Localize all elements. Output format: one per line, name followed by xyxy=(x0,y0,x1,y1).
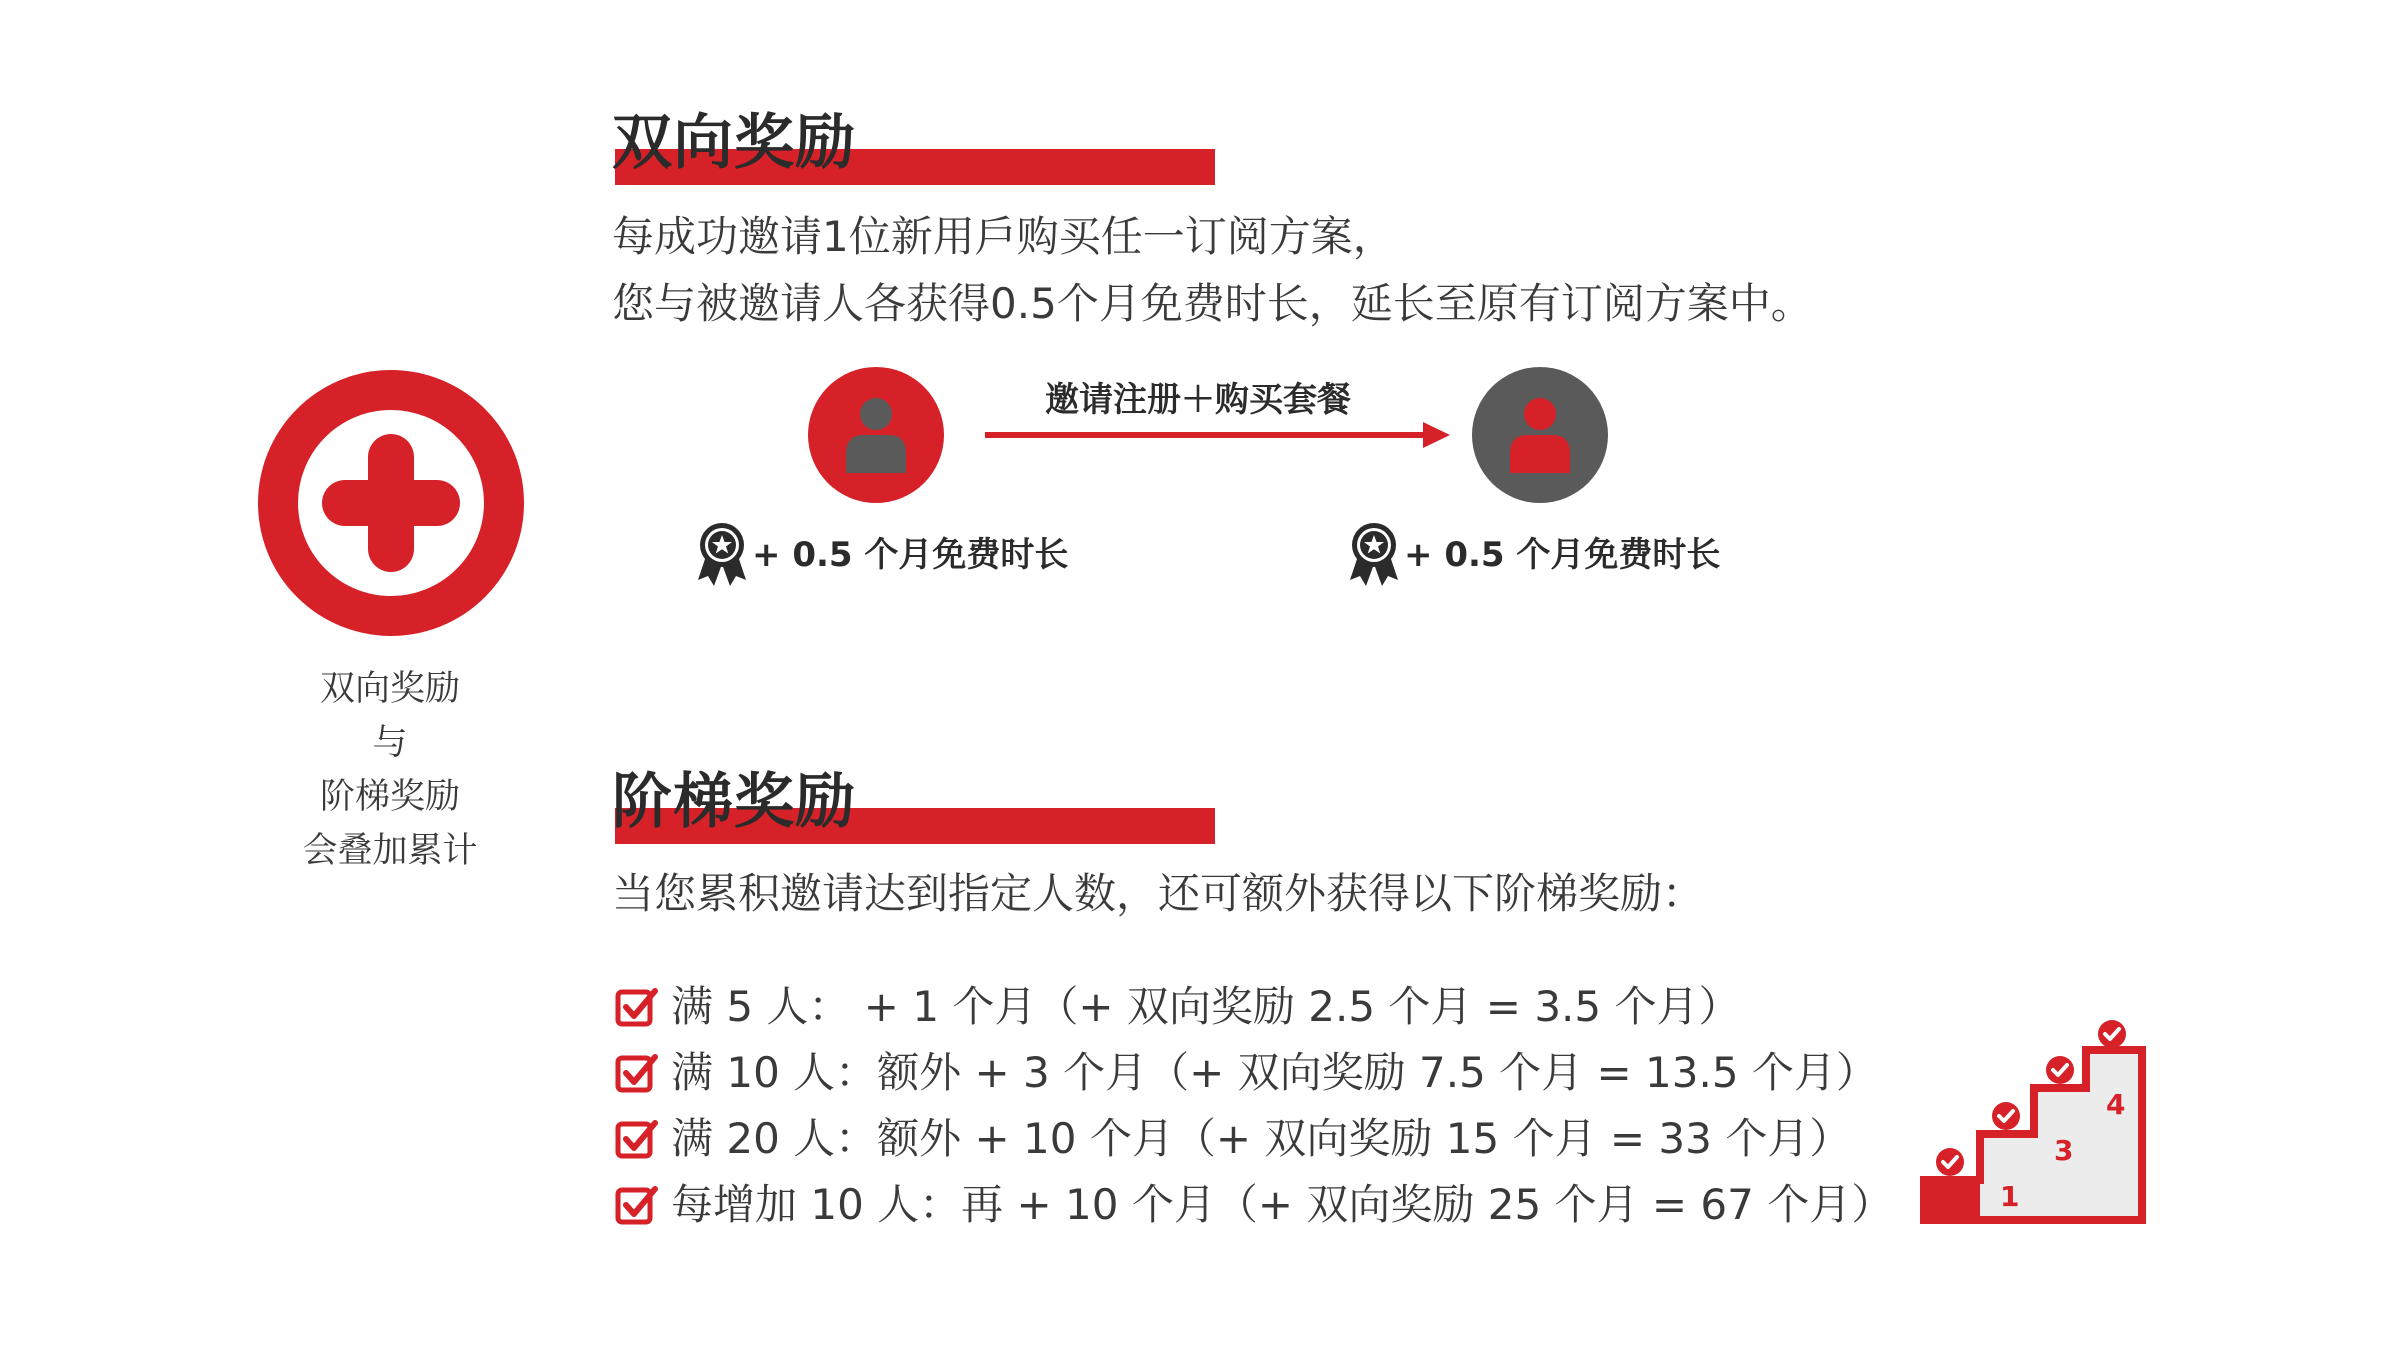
stair-number: 4 xyxy=(2106,1088,2126,1121)
check-bubble-icon xyxy=(1992,1102,2020,1130)
stair-number: 1 xyxy=(2000,1180,2020,1213)
staircase-icon xyxy=(1920,1020,2146,1226)
dual-reward-heading xyxy=(612,107,1212,187)
dual-reward-intro-line-1: 每成功邀请1位新用戶购买任一订阅方案， xyxy=(612,212,1395,261)
check-bubble-icon xyxy=(1936,1148,1964,1176)
flow-label: 邀请注册＋购买套餐 xyxy=(1045,380,1351,420)
tier-text: 满 10 人：额外 + 3 个月（+ 双向奖励 7.5 个月 = 13.5 个月） xyxy=(671,1048,1878,1097)
inviter-avatar xyxy=(808,367,944,503)
tier-list xyxy=(615,974,1893,1238)
tier-item xyxy=(615,1172,1893,1238)
tier-item xyxy=(615,1040,1893,1106)
tier-item xyxy=(615,1106,1893,1172)
checkbox-checked-icon xyxy=(615,1051,659,1095)
tier-reward-intro: 当您累积邀请达到指定人数，还可额外获得以下阶梯奖励： xyxy=(612,869,1705,918)
award-ribbon-icon xyxy=(1346,520,1402,590)
arrow-right-icon xyxy=(985,420,1450,450)
side-note-line: 与 xyxy=(372,723,408,763)
tier-text: 满 20 人：额外 + 10 个月（+ 双向奖励 15 个月 = 33 个月） xyxy=(671,1114,1852,1163)
check-bubble-icon xyxy=(2046,1056,2074,1084)
side-note xyxy=(250,662,530,878)
inviter-reward-label: + 0.5 个月免费时长 xyxy=(752,535,1069,575)
side-note-line: 双向奖励 xyxy=(319,669,460,709)
dual-reward-title: 双向奖励 xyxy=(612,108,856,178)
tier-reward-heading xyxy=(612,766,1212,846)
checkbox-checked-icon xyxy=(615,1117,659,1161)
checkbox-checked-icon xyxy=(615,985,659,1029)
tier-text: 满 5 人： + 1 个月（+ 双向奖励 2.5 个月 = 3.5 个月） xyxy=(671,982,1741,1031)
tier-reward-title: 阶梯奖励 xyxy=(612,767,856,837)
stair-number: 3 xyxy=(2054,1134,2074,1167)
dual-reward-intro-line-2: 您与被邀请人各获得0.5个月免费时长，延长至原有订阅方案中。 xyxy=(612,279,1813,328)
checkbox-checked-icon xyxy=(615,1183,659,1227)
invitee-reward-label: + 0.5 个月免费时长 xyxy=(1404,535,1721,575)
invitee-avatar xyxy=(1472,367,1608,503)
award-ribbon-icon xyxy=(694,520,750,590)
tier-item xyxy=(615,974,1893,1040)
tier-text: 每增加 10 人：再 + 10 个月（+ 双向奖励 25 个月 = 67 个月） xyxy=(671,1180,1894,1229)
plus-circle-icon xyxy=(258,370,524,636)
check-bubble-icon xyxy=(2098,1020,2126,1048)
side-note-line: 阶梯奖励 xyxy=(319,777,460,817)
side-note-line: 会叠加累计 xyxy=(302,831,478,871)
